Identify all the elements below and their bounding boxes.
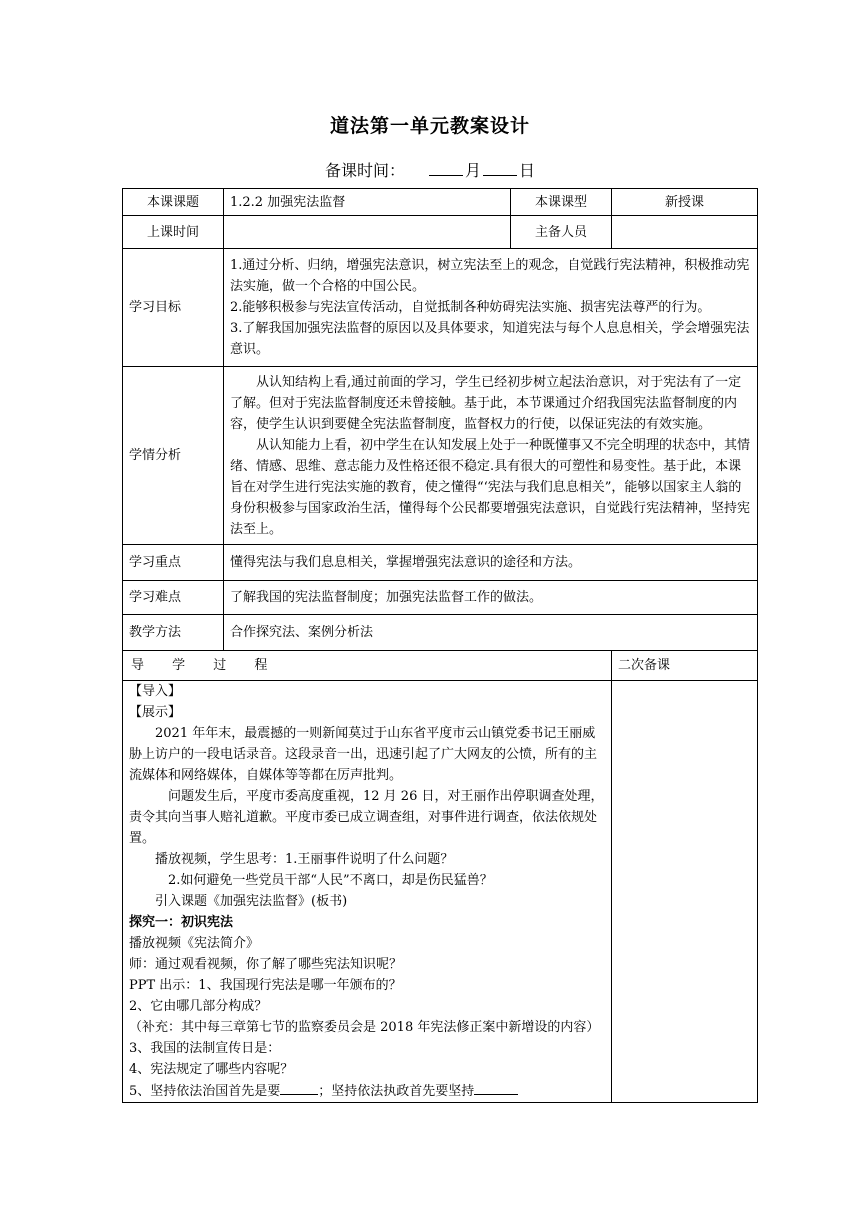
prep-time-label: 备课时间： xyxy=(324,161,405,180)
question-5: 5、坚持依法治国首先是要 ；坚持依法执政首先要坚持 xyxy=(129,1080,605,1102)
objective-item: 3.了解我国加强宪法监督的原因以及具体要求，知道宪法与每个人息息相关，学会增强宪法意识。 xyxy=(230,321,750,357)
class-time-value xyxy=(224,216,511,249)
ppt-question: PPT 出示：1、我国现行宪法是哪一年颁布的？ xyxy=(129,978,402,993)
day-label: 日 xyxy=(519,161,536,180)
analysis-row xyxy=(123,367,758,545)
key-points-value: 懂得宪法与我们息息相关，掌握增强宪法意识的途径和方法。 xyxy=(224,545,758,581)
process-header: 导 学 过 程 xyxy=(123,651,612,681)
lesson-type-value: 新授课 xyxy=(612,189,758,216)
second-prep-header: 二次备课 xyxy=(612,651,758,681)
teacher-question: 师：通过观看视频，你了解了哪些宪法知识呢？ xyxy=(129,957,403,972)
intro-tag: 【导入】 xyxy=(129,684,182,699)
methods-label: 教学方法 xyxy=(123,615,224,651)
key-points-label: 学习重点 xyxy=(123,545,224,581)
play-intro-line: 播放视频《宪法简介》 xyxy=(129,936,260,951)
month-label: 月 xyxy=(464,161,481,180)
analysis-paragraph: 从认知能力上看，初中学生在认知发展上处于一种既懂事又不完全明理的状态中，其情绪、情感、思维、意志能力及性格还很不稳定.具有很大的可塑性和易变性。基于此，本课旨在对学生进行宪法实施的教育，使之懂得“‘宪法与我们息息相关”，能够以国家主人翁的身份积极参与国家政治生活，懂得每个公民都要增强宪法意识，自觉践行宪法精神，坚持宪法至上。 xyxy=(230,437,751,537)
objective-item: 2.能够积极参与宪法宣传活动，自觉抵制各种妨碍宪法实施、损害宪法尊严的行为。 xyxy=(230,300,711,315)
process-content xyxy=(123,681,612,1103)
explore-title: 探究一：初识宪法 xyxy=(129,915,234,930)
analysis-paragraph: 从认知结构上看,通过前面的学习，学生已经初步树立起法治意识，对于宪法有了一定了解。但对于宪法监督制度还未曾接触。基于此，本节课通过介绍我国宪法监督制度的内容，使学生认识到要健全宪法监督制度，监督权力的行使，以保证宪法的有效实施。 xyxy=(230,374,742,432)
answer-blank xyxy=(474,1080,518,1095)
answer-blank xyxy=(280,1080,318,1095)
second-prep-content xyxy=(612,681,758,1103)
class-time-row xyxy=(123,216,758,249)
lesson-type-label: 本课课型 xyxy=(511,189,612,216)
process-row xyxy=(123,681,758,1103)
lead-in-line: 引入课题《加强宪法监督》(板书) xyxy=(155,894,348,909)
difficulties-row xyxy=(123,581,758,615)
difficulties-value: 了解我国的宪法监督制度；加强宪法监督工作的做法。 xyxy=(224,581,758,615)
prep-time-line xyxy=(0,158,860,181)
objective-item: 1.通过分析、归纳，增强宪法意识，树立宪法至上的观念，自觉践行宪法精神，积极推动宪法实施，做一个合格的中国公民。 xyxy=(230,258,750,294)
analysis-content xyxy=(224,367,758,545)
objectives-row xyxy=(123,249,758,367)
analysis-label: 学情分析 xyxy=(123,367,224,545)
methods-value: 合作探究法、案例分析法 xyxy=(224,615,758,651)
topic-label: 本课课题 xyxy=(123,189,224,216)
methods-row xyxy=(123,615,758,651)
question-2: 2、它由哪几部分构成？ xyxy=(129,999,268,1014)
day-blank xyxy=(483,161,517,176)
topic-row xyxy=(123,189,758,216)
class-time-label: 上课时间 xyxy=(123,216,224,249)
difficulties-label: 学习难点 xyxy=(123,581,224,615)
process-header-row xyxy=(123,651,758,681)
video-question: 播放视频，学生思考：1.王丽事件说明了什么问题？ xyxy=(155,852,454,867)
lesson-plan-table xyxy=(122,188,758,1103)
page-title: 道法第一单元教案设计 xyxy=(329,115,530,137)
topic-value: 1.2.2 加强宪法监督 xyxy=(224,189,511,216)
supplement-note: （补充：其中每三章第七节的监察委员会是 2018 年宪法修正案中新增设的内容） xyxy=(129,1020,600,1035)
news-paragraph: 问题发生后，平度市委高度重视，12 月 26 日，对王丽作出停职调查处理，责令其向当事人赔礼道歉。平度市委已成立调查组，对事件进行调查，依法依规处置。 xyxy=(129,789,604,846)
video-question: 2.如何避免一些党员干部“人民”不离口，却是伤民猛兽？ xyxy=(168,873,493,888)
question-3: 3、我国的法制宣传日是： xyxy=(129,1041,281,1056)
lead-preparer-label: 主备人员 xyxy=(511,216,612,249)
lead-preparer-value xyxy=(612,216,758,249)
news-paragraph: 2021 年年末，最震撼的一则新闻莫过于山东省平度市云山镇党委书记王丽威胁上访户的一段电话录音。这段录音一出，迅速引起了广大网友的公愤，所有的主流媒体和网络媒体，自媒体等等都在厉声批判。 xyxy=(129,726,598,783)
show-tag: 【展示】 xyxy=(129,705,182,720)
objectives-label: 学习目标 xyxy=(123,249,224,367)
key-points-row xyxy=(123,545,758,581)
objectives-content xyxy=(224,249,758,367)
question-4: 4、宪法规定了哪些内容呢？ xyxy=(129,1062,294,1077)
month-blank xyxy=(429,161,463,176)
